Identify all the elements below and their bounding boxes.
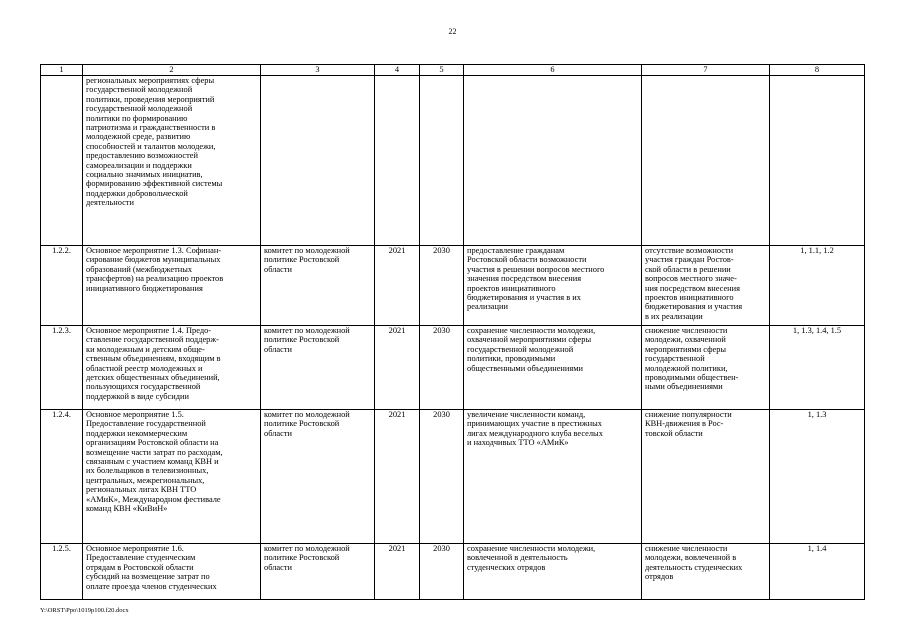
measure-name-cell: Основное мероприятие 1.6. Предоставление студенческим отрядам в Ростовской области субсидий на возмещение затрат по оплате проезда членов студенческих	[83, 544, 261, 600]
column-number: 5	[420, 65, 464, 76]
column-number: 3	[261, 65, 375, 76]
end-year-cell	[420, 76, 464, 246]
table-row	[41, 246, 865, 326]
column-number: 6	[464, 65, 642, 76]
footer-file-path: Y:\ORST\Ppo\1019p100.f20.docx	[40, 607, 129, 614]
start-year-cell: 2021	[375, 246, 420, 326]
column-number: 1	[41, 65, 83, 76]
executor-cell	[261, 76, 375, 246]
column-number: 4	[375, 65, 420, 76]
table-row	[41, 544, 865, 600]
expected-result-cell: сохранение численности молодежи, охваченной мероприятиями сферы государственной молодежной политики, проводимыми общественными объединениями	[464, 326, 642, 410]
row-number-cell	[41, 76, 83, 246]
table-row	[41, 326, 865, 410]
related-indicators-cell: 1, 1.3	[770, 410, 865, 544]
table-body	[41, 65, 865, 600]
non-implementation-consequences-cell: снижение численности молодежи, охваченной мероприятиями сферы государственной молодежной политики, проводимыми обществен- ными объединениями	[642, 326, 770, 410]
related-indicators-cell: 1, 1.3, 1.4, 1.5	[770, 326, 865, 410]
column-number: 2	[83, 65, 261, 76]
row-number-cell: 1.2.4.	[41, 410, 83, 544]
expected-result-cell: предоставление гражданам Ростовской области возможности участия в решении вопросов местного значения посредством внесения проектов инициативного бюджетирования и участия в их реализации	[464, 246, 642, 326]
measure-name-cell: Основное мероприятие 1.4. Предо- ставление государственной поддерж- ки молодежным и детским обще- ственным объединениям, входящим в областной реестр молодежных и детских общественных объединений, пользующихся государственной поддержкой в виде субсидии	[83, 326, 261, 410]
measure-name-cell: Основное мероприятие 1.3. Софинан- сирование бюджетов муниципальных образований (межбюджетных трансфертов) на реализацию проектов инициативного бюджетирования	[83, 246, 261, 326]
non-implementation-consequences-cell	[642, 76, 770, 246]
non-implementation-consequences-cell: снижение численности молодежи, вовлеченной в деятельность студенческих отрядов	[642, 544, 770, 600]
page-number: 22	[448, 27, 457, 36]
executor-cell: комитет по молодежной политике Ростовской области	[261, 544, 375, 600]
expected-result-cell: увеличение численности команд, принимающих участие в престижных лигах международного клуба веселых и находчивых ТТО «АМиК»	[464, 410, 642, 544]
column-number: 8	[770, 65, 865, 76]
column-number-row	[41, 65, 865, 76]
measure-name-cell: Основное мероприятие 1.5. Предоставление государственной поддержки некоммерческим организациям Ростовской области на возмещение части затрат по расходам, связанным с участием команд КВН и их болельщиков в телевизионных, центральных, межрегиональных, региональных лигах КВН ТТО «АМиК», Международном фестивале команд КВН «КиВиН»	[83, 410, 261, 544]
row-number-cell: 1.2.2.	[41, 246, 83, 326]
measure-name-cell: региональных мероприятиях сферы государственной молодежной политики, проведения мероприятий государственной молодежной политики по формированию патриотизма и гражданственности в молодежной среде, развитию способностей и талантов молодежи, предоставлению возможностей самореализации и поддержки социально значимых инициатив, формированию эффективной системы поддержки добровольческой деятельности	[83, 76, 261, 246]
measures-table	[40, 64, 865, 600]
end-year-cell: 2030	[420, 246, 464, 326]
row-number-cell: 1.2.5.	[41, 544, 83, 600]
related-indicators-cell	[770, 76, 865, 246]
end-year-cell: 2030	[420, 326, 464, 410]
related-indicators-cell: 1, 1.1, 1.2	[770, 246, 865, 326]
related-indicators-cell: 1, 1.4	[770, 544, 865, 600]
executor-cell: комитет по молодежной политике Ростовской области	[261, 410, 375, 544]
column-number: 7	[642, 65, 770, 76]
table-row	[41, 76, 865, 246]
row-number-cell: 1.2.3.	[41, 326, 83, 410]
end-year-cell: 2030	[420, 410, 464, 544]
start-year-cell	[375, 76, 420, 246]
start-year-cell: 2021	[375, 410, 420, 544]
start-year-cell: 2021	[375, 326, 420, 410]
non-implementation-consequences-cell: снижение популярности КВН-движения в Рос- товской области	[642, 410, 770, 544]
executor-cell: комитет по молодежной политике Ростовской области	[261, 246, 375, 326]
end-year-cell: 2030	[420, 544, 464, 600]
non-implementation-consequences-cell: отсутствие возможности участия граждан Ростов- ской области в решении вопросов местного значе- ния посредством внесения проектов инициативного бюджетирования и участия в их реализации	[642, 246, 770, 326]
executor-cell: комитет по молодежной политике Ростовской области	[261, 326, 375, 410]
start-year-cell: 2021	[375, 544, 420, 600]
table-row	[41, 410, 865, 544]
expected-result-cell: сохранение численности молодежи, вовлеченной в деятельность студенческих отрядов	[464, 544, 642, 600]
expected-result-cell	[464, 76, 642, 246]
